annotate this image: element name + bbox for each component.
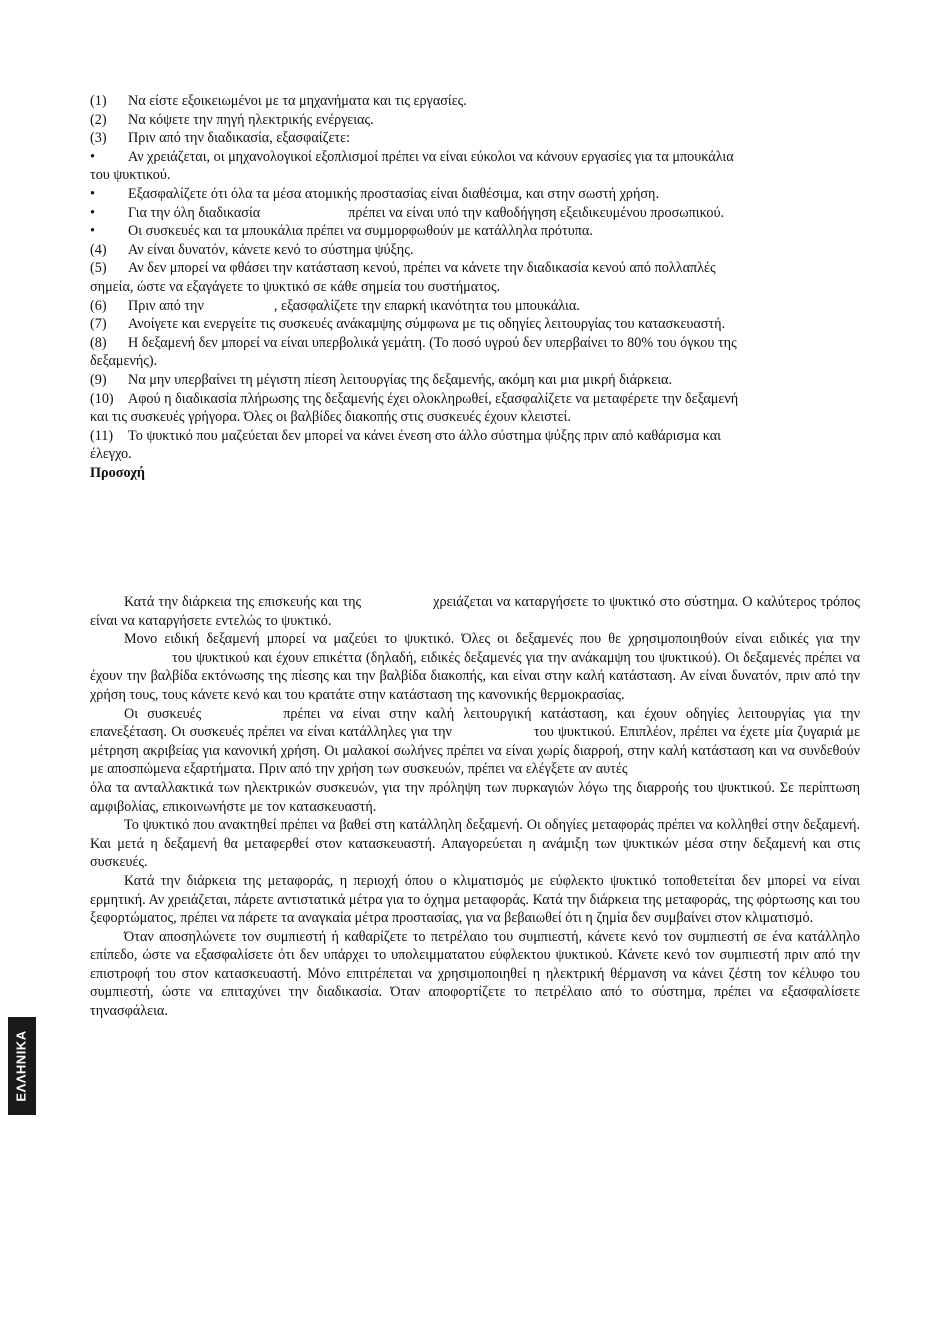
paragraph-text: πρέπει να είναι στην καλή λειτουργική κατάσταση, και έχουν οδηγίες λειτουργίας για την επανεξέταση. Οι συσκευές πρέπει να είναι κατάλληλες για την — [90, 705, 861, 741]
paragraph-text: του ψυκτικού. Επιπλέον, πρέπει να έχετε μία ζυγαριά με μέτρηση ακριβείας για κανονική χρήση. Οι μαλακοί σωλήνες πρέπει να είναι χωρίς διαρροή, στην καλή κατάσταση και να συνδεθούν με αποσπώμενα εξαρτήματα. Πριν από την χρήση των συσκευών, πρέπει να ελέγξετε αν αυτές — [90, 724, 860, 778]
list-item-continuation: δεξαμενής). — [90, 353, 158, 370]
list-item — [90, 204, 860, 223]
paragraph — [90, 593, 860, 630]
precautions-list — [90, 92, 860, 482]
item-text: Να κόψετε την πηγή ηλεκτρικής ενέργειας. — [128, 111, 374, 128]
paragraph: Κατά την διάρκεια της μεταφοράς, η περιοχή όπου ο κλιματισμός με εύφλεκτο ψυκτικό τοποθετείται δεν μπορεί να είναι ερμητική. Αν χρειάζεται, πάρετε αντιστατικά μέτρα για το όχημα μεταφοράς. Κατά την διάρκεια της μεταφοράς, της φόρτωσης και του ξεφορτώματος, πρέπει να πάρετε τα αναγκαία μέτρα προστασίας, για να βεβαιωθεί ότι η ζημία δεν συμβαίνει στον κλιματισμό. — [90, 872, 860, 927]
item-marker: (8) — [90, 334, 107, 351]
item-marker: (10) — [90, 390, 114, 407]
paragraph: όλα τα ανταλλακτικά των ηλεκτρικών συσκευών, για την πρόληψη των πυρκαγιών λόγω της διαρροής του ψυκτικού. Σε περίπτωση αμφιβολίας, επικοινωνήστε με τον κατασκευαστή. — [90, 779, 860, 815]
item-text: Για την όλη διαδικασία — [128, 204, 261, 221]
section-heading: Προσοχή — [90, 464, 145, 481]
item-text: Να είστε εξοικειωμένοι με τα μηχανήματα και τις εργασίες. — [128, 93, 467, 109]
bullet-marker: • — [90, 185, 95, 202]
language-tab — [8, 1017, 36, 1115]
item-text: Αν χρειάζεται, οι μηχανολογικοί εξοπλισμοί πρέπει να είναι εύκολοι να κάνουν εργασίες για τα μπουκάλια — [128, 148, 734, 165]
item-text: Αφού η διαδικασία πλήρωσης της δεξαμενής έχει ολοκληρωθεί, εξασφαλίζετε να μεταφέρετε την δεξαμενή — [128, 390, 739, 407]
paragraph: Όταν αποσηλώνετε τον συμπιεστή ή καθαρίζετε το πετρέλαιο του συμπιεστή, κάνετε κενό τον συμπιεστή σε ένα κατάλληλο επίπεδο, ώστε να εξασφαλίσετε ότι δεν υπάρχει το υπολειμματατου εύφλεκτου ψυκτικού. Κάνετε κενό τον συμπιεστή πριν από την επιστροφή του στον κατασκευαστή. Μόνο επιτρέπεται να χρησιμοποιηθεί η ηλεκτρική θέρμανση να κάνει ζέστη τον κέλυφο του συμπιεστή, ώστε να επιταχύνει την διαδικασία. Όταν αποφορτίζετε το πετρέλαιο από το σύστημα, πρέπει να εξασφαλίσετε τηνασφάλεια. — [90, 928, 860, 1020]
list-item — [90, 259, 860, 278]
item-text: Να μην υπερβαίνει τη μέγιστη πίεση λειτουργίας της δεξαμενής, ακόμη και μια μικρή διάρκεια. — [128, 371, 673, 388]
list-item — [90, 111, 860, 130]
item-text: Εξασφαλίζετε ότι όλα τα μέσα ατομικής προστασίας είναι διαθέσιμα, και στην σωστή χρήση. — [128, 185, 659, 202]
item-marker: (11) — [90, 427, 114, 444]
list-item-continuation: και τις συσκευές γρήγορα. Όλες οι βαλβίδες διακοπής στις συσκευές έχουν κλειστεί. — [90, 409, 571, 426]
item-marker: (5) — [90, 260, 107, 277]
item-text: Πριν από την — [128, 297, 204, 314]
list-item — [90, 427, 860, 446]
list-item — [90, 92, 860, 111]
item-text: , εξασφαλίζετε την επαρκή ικανότητα του μπουκάλια. — [273, 297, 580, 314]
list-item — [90, 241, 860, 260]
item-text: Οι συσκευές και τα μπουκάλια πρέπει να συμμορφωθούν με κατάλληλα πρότυπα. — [128, 223, 593, 240]
paragraph-text: Κατά την διάρκεια της επισκευής και της — [124, 594, 362, 610]
item-marker: (7) — [90, 316, 107, 333]
list-item — [90, 129, 860, 148]
list-item — [90, 390, 860, 409]
item-marker: (4) — [90, 241, 107, 258]
bullet-marker: • — [90, 223, 95, 240]
list-item — [90, 297, 860, 316]
list-item — [90, 334, 860, 353]
list-item — [90, 315, 860, 334]
list-item — [90, 148, 860, 167]
item-marker: (2) — [90, 111, 107, 128]
item-marker: (1) — [90, 93, 107, 109]
item-text: Αν δεν μπορεί να φθάσει την κατάσταση κενού, πρέπει να κάνετε την διαδικασία κενού από πολλαπλές — [128, 260, 716, 277]
item-text: πρέπει να είναι υπό την καθοδήγηση εξειδικευμένου προσωπικού. — [348, 204, 725, 221]
list-item — [90, 185, 860, 204]
item-marker: (9) — [90, 371, 107, 388]
item-marker: (6) — [90, 297, 107, 314]
paragraph — [90, 630, 860, 704]
paragraph-text: του ψυκτικού και έχουν επικέττα (δηλαδή, ειδικές δεξαμενές για την ανάκαμψη του ψυκτικού). Οι δεξαμενές πρέπει να έχουν την βαλβίδα εκτόνωσης της πίεσης και την βαλβίδα διακοπής, και είναι στην καλή κατάσταση. Αν είναι δυνατόν, πριν από την χρήση τους, τους κάνετε κενό και του κρατάτε στην κατάσταση της κανονικής θερμοκρασίας. — [90, 649, 860, 703]
list-item-continuation: του ψυκτικού. — [90, 167, 171, 184]
item-text: Ανοίγετε και ενεργείτε τις συσκευές ανάκαμψης σύμφωνα με τις οδηγίες λειτουργίας του κατασκευαστή. — [128, 316, 726, 333]
list-item — [90, 222, 860, 241]
list-item-continuation: έλεγχο. — [90, 446, 132, 463]
body-text — [90, 593, 860, 1021]
item-text: Αν είναι δυνατόν, κάνετε κενό το σύστημα ψύξης. — [128, 241, 414, 258]
bullet-marker: • — [90, 204, 95, 221]
paragraph — [90, 705, 860, 779]
item-text: Πριν από την διαδικασία, εξασφαίζετε: — [128, 130, 351, 147]
paragraph-text: χρειάζεται να καταργήσετε το ψυκτικό στο σύστημα. Ο καλύτερος τρόπος είναι να καταργήσετε εντελώς το ψυκτικό. — [90, 594, 860, 629]
list-item — [90, 371, 860, 390]
paragraph-text: Οι συσκευές — [124, 705, 202, 722]
item-text: Το ψυκτικό που μαζεύεται δεν μπορεί να κάνει ένεση στο άλλο σύστημα ψύξης πριν από καθάρισμα και — [128, 427, 721, 444]
paragraph: Το ψυκτικό που ανακτηθεί πρέπει να βαθεί στη κατάλληλη δεξαμενή. Οι οδηγίες μεταφοράς πρέπει να κολληθεί στην δεξαμενή. Και μετά η δεξαμενή θα μεταφερθεί στον κατασκευαστή. Απαγορεύεται η ανάμιξη των ψυκτικών μέσα στην δεξαμενή και στις συσκευές. — [90, 817, 860, 871]
paragraph-text: Μονο ειδική δεξαμενή μπορεί να μαζεύει το ψυκτικό. Όλες οι δεξαμενές που θε χρησιμοποιηθούν είναι ειδικές για την — [124, 631, 860, 648]
list-item-continuation: σημεία, ώστε να εξαγάγετε το ψυκτικό σε κάθε σημεία του συστήματος. — [90, 278, 501, 295]
item-marker: (3) — [90, 130, 107, 147]
item-text: Η δεξαμενή δεν μπορεί να είναι υπερβολικά γεμάτη. (Το ποσό υγρού δεν υπερβαίνει το 80% του όγκου της — [128, 334, 737, 351]
language-tab-label: ΕΛΛΗΝΙΚΑ — [13, 1030, 29, 1102]
bullet-marker: • — [90, 148, 95, 165]
